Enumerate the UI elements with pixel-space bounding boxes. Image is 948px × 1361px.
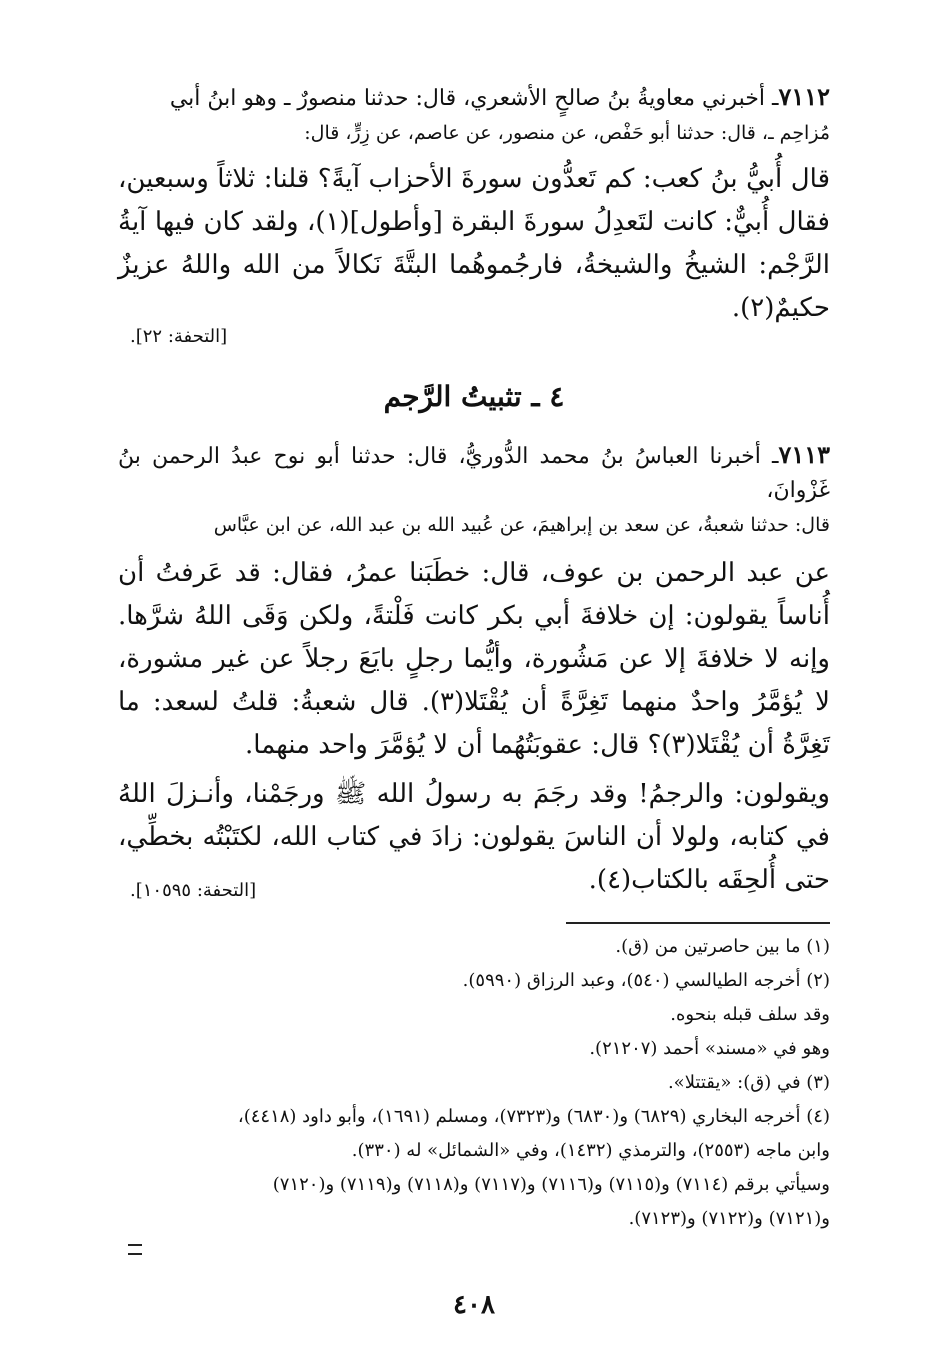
footnote: (٤) أخرجه البخاري (٦٨٢٩) و(٦٨٣٠) و(٧٣٢٣)، ومسلم (١٦٩١)، وأبو داود (٤٤١٨)، xyxy=(237,1106,830,1127)
footnote: وقد سلف قبله بنحوه. xyxy=(670,1004,830,1025)
footnote: (١) ما بين حاصرتين من (ق). xyxy=(615,936,830,957)
chapter-title: ٤ ـ تثبيتُ الرَّجم xyxy=(383,380,565,413)
hadith-7113 xyxy=(118,438,830,902)
footnote-separator xyxy=(566,922,830,924)
footnote: (٣) في (ق): «يقتتلا». xyxy=(667,1072,830,1093)
matn-paragraph: ويقولون: والرجمُ! وقد رجَمَ به رسولُ الله ﷺ ورجَمْنا، وأنـزلَ اللهُ في كتابه، ولولا أن الناسَ يقولون: زادَ في كتاب الله، لكتَبْتُه بخطِّي، حتى أُلحِقَه بالكتاب(٤). xyxy=(118,779,830,895)
isnad-line-2: مُزاحِم ـ، قال: حدثنا أبو حَفْص، عن منصور، عن عاصم، عن زِرٍّ، قال: xyxy=(304,122,830,144)
isnad-line-2: قال: حدثنا شعبةُ، عن سعد بن إبراهيمَ، عن عُبيد الله بن عبد الله، عن ابن عبَّاس xyxy=(213,514,830,536)
continuation-mark xyxy=(128,1244,142,1255)
footnote: (٢) أخرجه الطيالسي (٥٤٠)، وعبد الرزاق (٥٩٩٠). xyxy=(462,970,830,991)
isnad-line-1: ٧١١٣ـ أخبرنا العباسُ بنُ محمد الدُّوريُّ، قال: حدثنا أبو نوح عبدُ الرحمن بنُ غَزْوانَ، xyxy=(118,440,830,503)
hadith-number: ٧١١٣ xyxy=(778,440,830,469)
footnote: وابن ماجه (٢٥٥٣)، والترمذي (١٤٣٢)، وفي «الشمائل» له (٣٣٠). xyxy=(351,1140,830,1161)
hadith-7113-matn xyxy=(118,552,830,902)
isnad-line-1: ٧١١٢ـ أخبرني معاويةُ بنُ صالحٍ الأشعري، قال: حدثنا منصورٌ ـ وهو ابنُ أبي xyxy=(169,82,830,111)
tuhfa-reference: [التحفة: ٢٢]. xyxy=(130,326,228,347)
footnote: و(٧١٢١) و(٧١٢٢) و(٧١٢٣). xyxy=(628,1208,830,1229)
hadith-7112-matn: قال أُبيُّ بنُ كعب: كم تَعدُّون سورةَ الأحزاب آيةً؟ قلنا: ثلاثاً وسبعين، فقال أُبيٌّ: كانت لتَعدِلُ سورةَ البقرة [وأطول](١)، ولقد كان فيها آيةُ الرَّجْم: الشيخُ والشيخةُ، فارجُموهُما البتَّةَ نَكالاً من الله واللهُ عزيزٌ حكيمٌ(٢). xyxy=(118,164,830,323)
page-number: ٤٠٨ xyxy=(453,1290,495,1320)
hadith-7112-isnad xyxy=(118,80,830,150)
hadith-7112 xyxy=(118,80,830,330)
tuhfa-reference: [التحفة: ١٠٥٩٥]. xyxy=(130,880,257,901)
footnotes xyxy=(118,930,830,1236)
footnote: وسيأتي برقم (٧١١٤) و(٧١١٥) و(٧١١٦) و(٧١١٧) و(٧١١٨) و(٧١١٩) و(٧١٢٠) xyxy=(272,1174,830,1195)
footnote: وهو في «مسند» أحمد (٢١٢٠٧). xyxy=(589,1038,830,1059)
hadith-number: ٧١١٢ xyxy=(778,82,830,111)
matn-paragraph: عن عبد الرحمن بن عوف، قال: خطَبَنا عمرُ، فقال: قد عَرفتُ أن أُناساً يقولون: إن خلافةَ أبي بكر كانت فَلْتةً، ولكن وَقَى اللهُ شرَّها. وإنه لا خلافةَ إلا عن مَشُورة، وأيُّما رجلٍ بايَعَ رجلاً عن غير مشورة، لا يُؤمَّرُ واحدٌ منهما تَغِرَّةً أن يُقْتَلا(٣). قال شعبةُ: قلتُ لسعد: ما تَغِرَّةُ أن يُقْتَلا(٣)؟ قال: عقوبَتُهُما أن لا يُؤمَّرَ واحد منهما. xyxy=(118,558,830,760)
hadith-7113-isnad xyxy=(118,438,830,542)
